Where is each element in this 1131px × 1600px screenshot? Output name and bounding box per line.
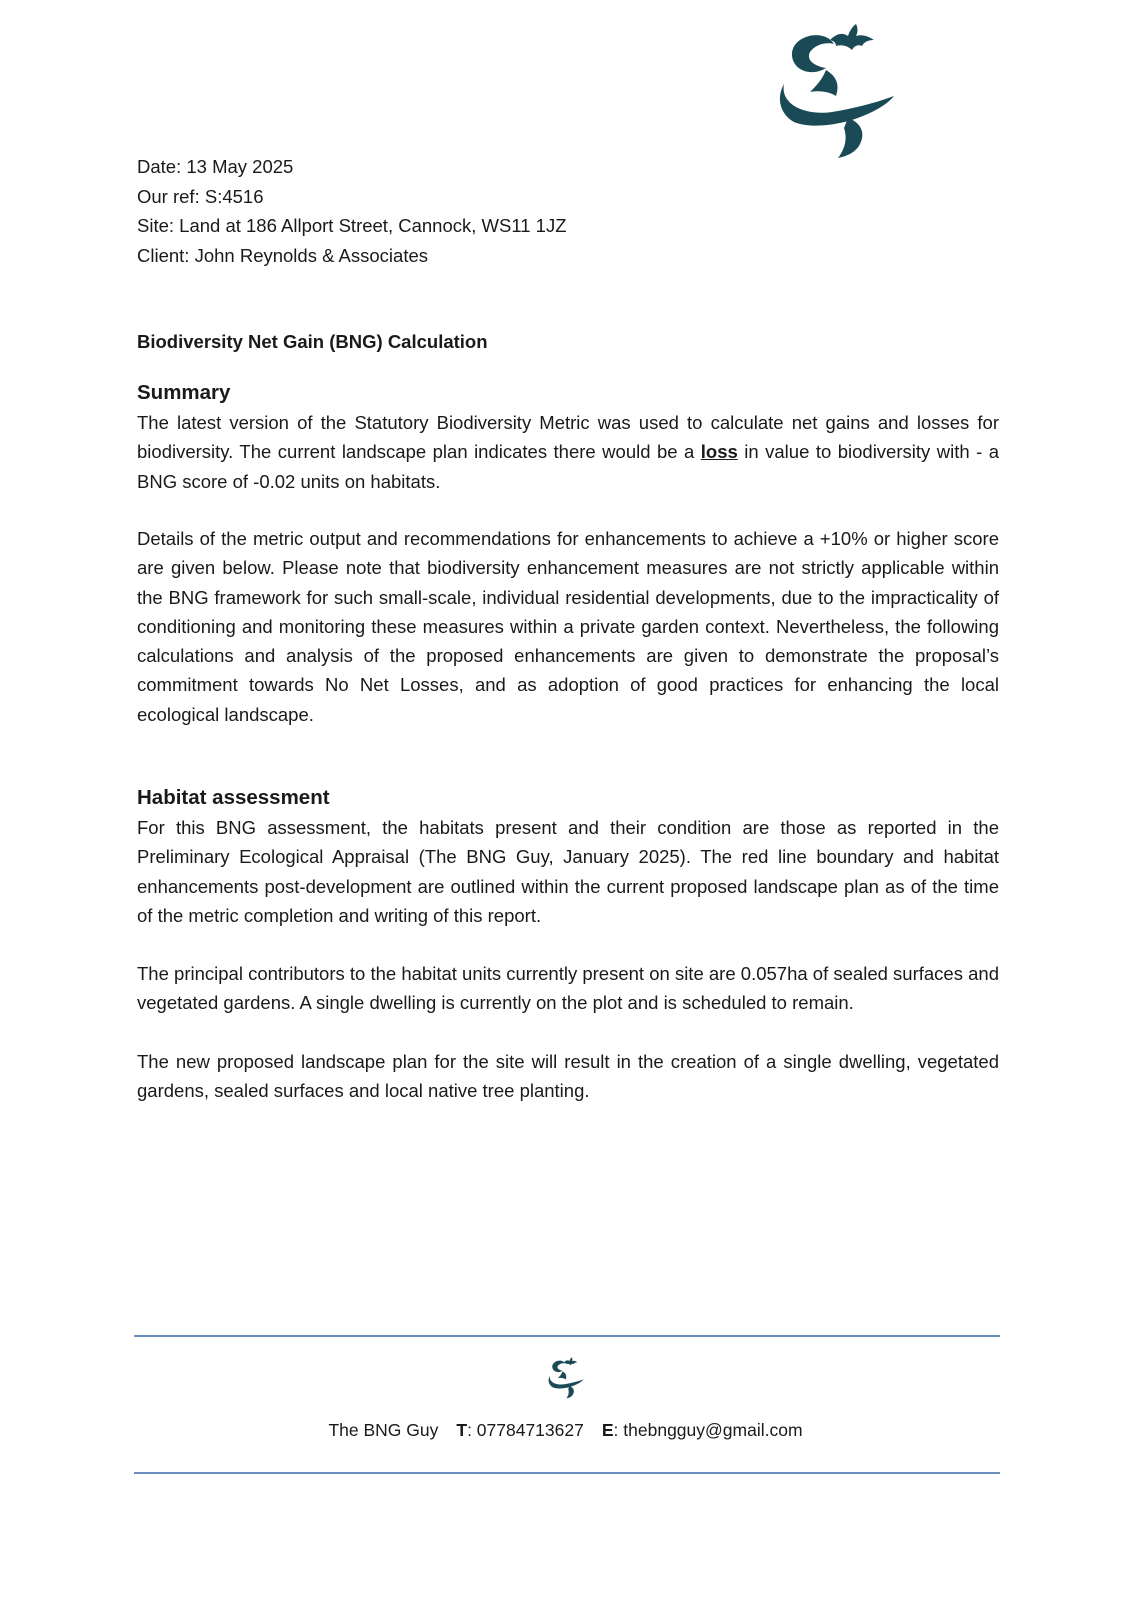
client-line: Client: John Reynolds & Associates: [137, 244, 429, 266]
site-line: Site: Land at 186 Allport Street, Cannock, WS11 1JZ: [137, 215, 567, 236]
summary-text-b: in value to biodiversity with - a BNG score of -0.02 units on habitats.: [137, 441, 1000, 492]
document-title: Biodiversity Net Gain (BNG) Calculation: [137, 331, 488, 352]
summary-heading: Summary: [137, 381, 231, 404]
summary-paragraph-1: [137, 408, 999, 496]
footer-logo-icon: [545, 1353, 589, 1399]
habitat-paragraph-2: The principal contributors to the habitat units currently present on site are 0.057ha of sealed surfaces and vegetated gardens. A single dwelling is currently on the plot and is scheduled to remain.: [137, 963, 999, 1014]
habitat-heading: Habitat assessment: [137, 786, 330, 809]
letter-meta: [137, 152, 567, 270]
habitat-paragraph-1: For this BNG assessment, the habitats present and their condition are those as reported in the Preliminary Ecological Appraisal (The BNG Guy, January 2025). The red line boundary and habitat enhancements post-development are outlined within the current proposed landscape plan as of the time of the metric completion and writing of this report.: [137, 817, 999, 926]
phone-number[interactable]: : 07784713627: [467, 1420, 584, 1440]
bat-swirl-logo-icon: [770, 10, 910, 160]
footer-bottom-rule: [134, 1472, 1000, 1474]
footer-company: The BNG Guy: [328, 1420, 439, 1440]
footer-top-rule: [134, 1335, 1000, 1337]
email-address[interactable]: : thebngguy@gmail.com: [613, 1420, 803, 1440]
date-line: Date: 13 May 2025: [137, 156, 294, 177]
phone-label: T: [456, 1420, 468, 1440]
loss-emphasis: loss: [700, 441, 738, 463]
habitat-paragraph-3: The new proposed landscape plan for the site will result in the creation of a single dwelling, vegetated gardens, sealed surfaces and local native tree planting.: [137, 1051, 999, 1102]
reference-line: Our ref: S:4516: [137, 185, 264, 207]
summary-text-a: The latest version of the Statutory Biodiversity Metric was used to calculate net gains and losses for biodiversity. The current landscape plan indicates there would be a: [137, 412, 999, 463]
footer-contact: [0, 1420, 1131, 1441]
email-label: E: [601, 1420, 614, 1440]
summary-paragraph-2: Details of the metric output and recommendations for enhancements to achieve a +10% or higher score are given below. Please note that biodiversity enhancement measures are not strictly applicable within the BNG framework for such small-scale, individual residential developments, due to the impracticality of conditioning and monitoring these measures within a private garden context. Nevertheless, the following calculations and analysis of the proposed enhancements are given to demonstrate the proposal’s commitment towards No Net Losses, and as adoption of good practices for enhancing the local ecological landscape.: [137, 528, 999, 725]
